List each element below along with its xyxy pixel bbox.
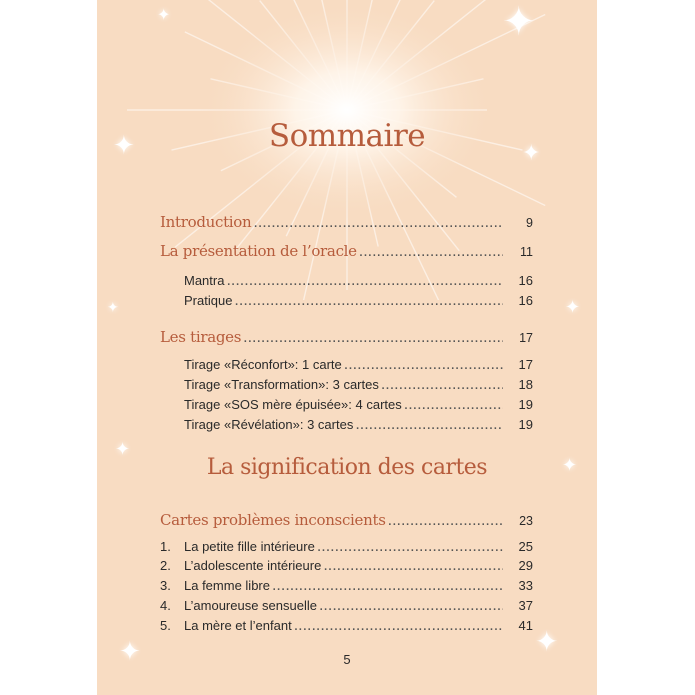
- dot-leader: [226, 272, 503, 290]
- toc-page-number: 37: [518, 598, 533, 613]
- toc-page-number: 17: [519, 331, 533, 345]
- toc-entry-label: Mantra: [184, 273, 225, 288]
- toc-card-entry[interactable]: [160, 557, 533, 575]
- toc-card-entry[interactable]: [160, 597, 533, 615]
- dot-leader: [344, 356, 503, 374]
- toc-entry-mantra[interactable]: [184, 272, 533, 290]
- toc-entry-label: L’amoureuse sensuelle: [184, 598, 317, 613]
- card-number: 4.: [160, 598, 171, 613]
- toc-entry-label: La petite fille intérieure: [184, 539, 315, 554]
- toc-page-number: 23: [519, 514, 533, 528]
- sparkle-icon: ✦: [119, 636, 141, 666]
- page-number: 5: [343, 652, 351, 667]
- toc-entry-tirages[interactable]: [160, 328, 533, 347]
- dot-leader: [323, 557, 503, 575]
- toc-entry-pratique[interactable]: [184, 292, 533, 310]
- toc-entry-label: La femme libre: [184, 578, 270, 593]
- toc-entry-label: Les tirages: [160, 328, 242, 346]
- toc-entry-label: Tirage «Révélation»: 3 cartes: [184, 417, 354, 432]
- dot-leader: [388, 512, 503, 530]
- toc-page-number: 29: [518, 558, 533, 573]
- toc-page-number: 18: [518, 377, 533, 392]
- dot-leader: [243, 329, 503, 347]
- card-number: 3.: [160, 578, 171, 593]
- toc-card-entry[interactable]: [160, 577, 533, 595]
- toc-entry-label: L’adolescente intérieure: [184, 558, 322, 573]
- dot-leader: [355, 416, 503, 434]
- sparkle-icon: ✦: [107, 299, 119, 315]
- toc-card-entry[interactable]: [160, 617, 533, 635]
- toc-page-number: 25: [518, 539, 533, 554]
- dot-leader: [234, 292, 503, 310]
- dot-leader: [294, 617, 503, 635]
- dot-leader: [359, 243, 503, 261]
- toc-page-number: 19: [518, 417, 533, 432]
- toc-page-number: 16: [518, 293, 533, 308]
- toc-entry-label: La mère et l’enfant: [184, 618, 292, 633]
- toc-entry-label: Tirage «SOS mère épuisée»: 4 cartes: [184, 397, 402, 412]
- toc-entry-presentation[interactable]: [160, 242, 533, 261]
- toc-page-number: 41: [518, 618, 533, 633]
- toc-page-number: 16: [518, 273, 533, 288]
- page-title: Sommaire: [268, 118, 426, 154]
- toc-entry-tirage-transformation[interactable]: [184, 376, 533, 394]
- sparkle-icon: ✦: [157, 7, 171, 24]
- toc-entry-label: Introduction: [160, 213, 252, 231]
- toc-entry-label: Tirage «Réconfort»: 1 carte: [184, 357, 342, 372]
- toc-entry-cartes-problemes[interactable]: [160, 511, 533, 530]
- dot-leader: [319, 597, 503, 615]
- book-page: [97, 0, 597, 695]
- toc-entry-tirage-revelation[interactable]: [184, 416, 533, 434]
- sparkle-icon: ✦: [522, 140, 541, 165]
- toc-entry-tirage-reconfort[interactable]: [184, 356, 533, 374]
- sparkle-icon: ✦: [113, 130, 135, 160]
- toc-entry-label: La présentation de l’oracle: [160, 242, 357, 260]
- toc-page-number: 11: [520, 245, 533, 259]
- toc-page-number: 33: [518, 578, 533, 593]
- toc-page-number: 17: [518, 357, 533, 372]
- toc-page-number: 19: [518, 397, 533, 412]
- sparkle-icon: ✦: [565, 297, 581, 317]
- dot-leader: [381, 376, 503, 394]
- toc-entry-label: Cartes problèmes inconscients: [160, 511, 386, 529]
- toc-entry-label: Pratique: [184, 293, 233, 308]
- sparkle-icon: ✦: [115, 439, 131, 459]
- sparkle-icon: ✦: [502, 0, 536, 44]
- toc-card-entry[interactable]: [160, 538, 533, 556]
- sparkle-icon: ✦: [535, 626, 559, 657]
- sparkle-icon: ✦: [562, 455, 578, 475]
- card-number: 2.: [160, 558, 171, 573]
- toc-page-number: 9: [526, 216, 533, 230]
- dot-leader: [317, 538, 503, 556]
- section-heading: La signification des cartes: [206, 455, 488, 480]
- dot-leader: [272, 577, 503, 595]
- card-number: 1.: [160, 539, 171, 554]
- toc-entry-label: Tirage «Transformation»: 3 cartes: [184, 377, 379, 392]
- card-number: 5.: [160, 618, 171, 633]
- toc-entry-tirage-sos[interactable]: [184, 396, 533, 414]
- toc-entry-introduction[interactable]: [160, 213, 533, 232]
- dot-leader: [253, 214, 503, 232]
- dot-leader: [404, 396, 503, 414]
